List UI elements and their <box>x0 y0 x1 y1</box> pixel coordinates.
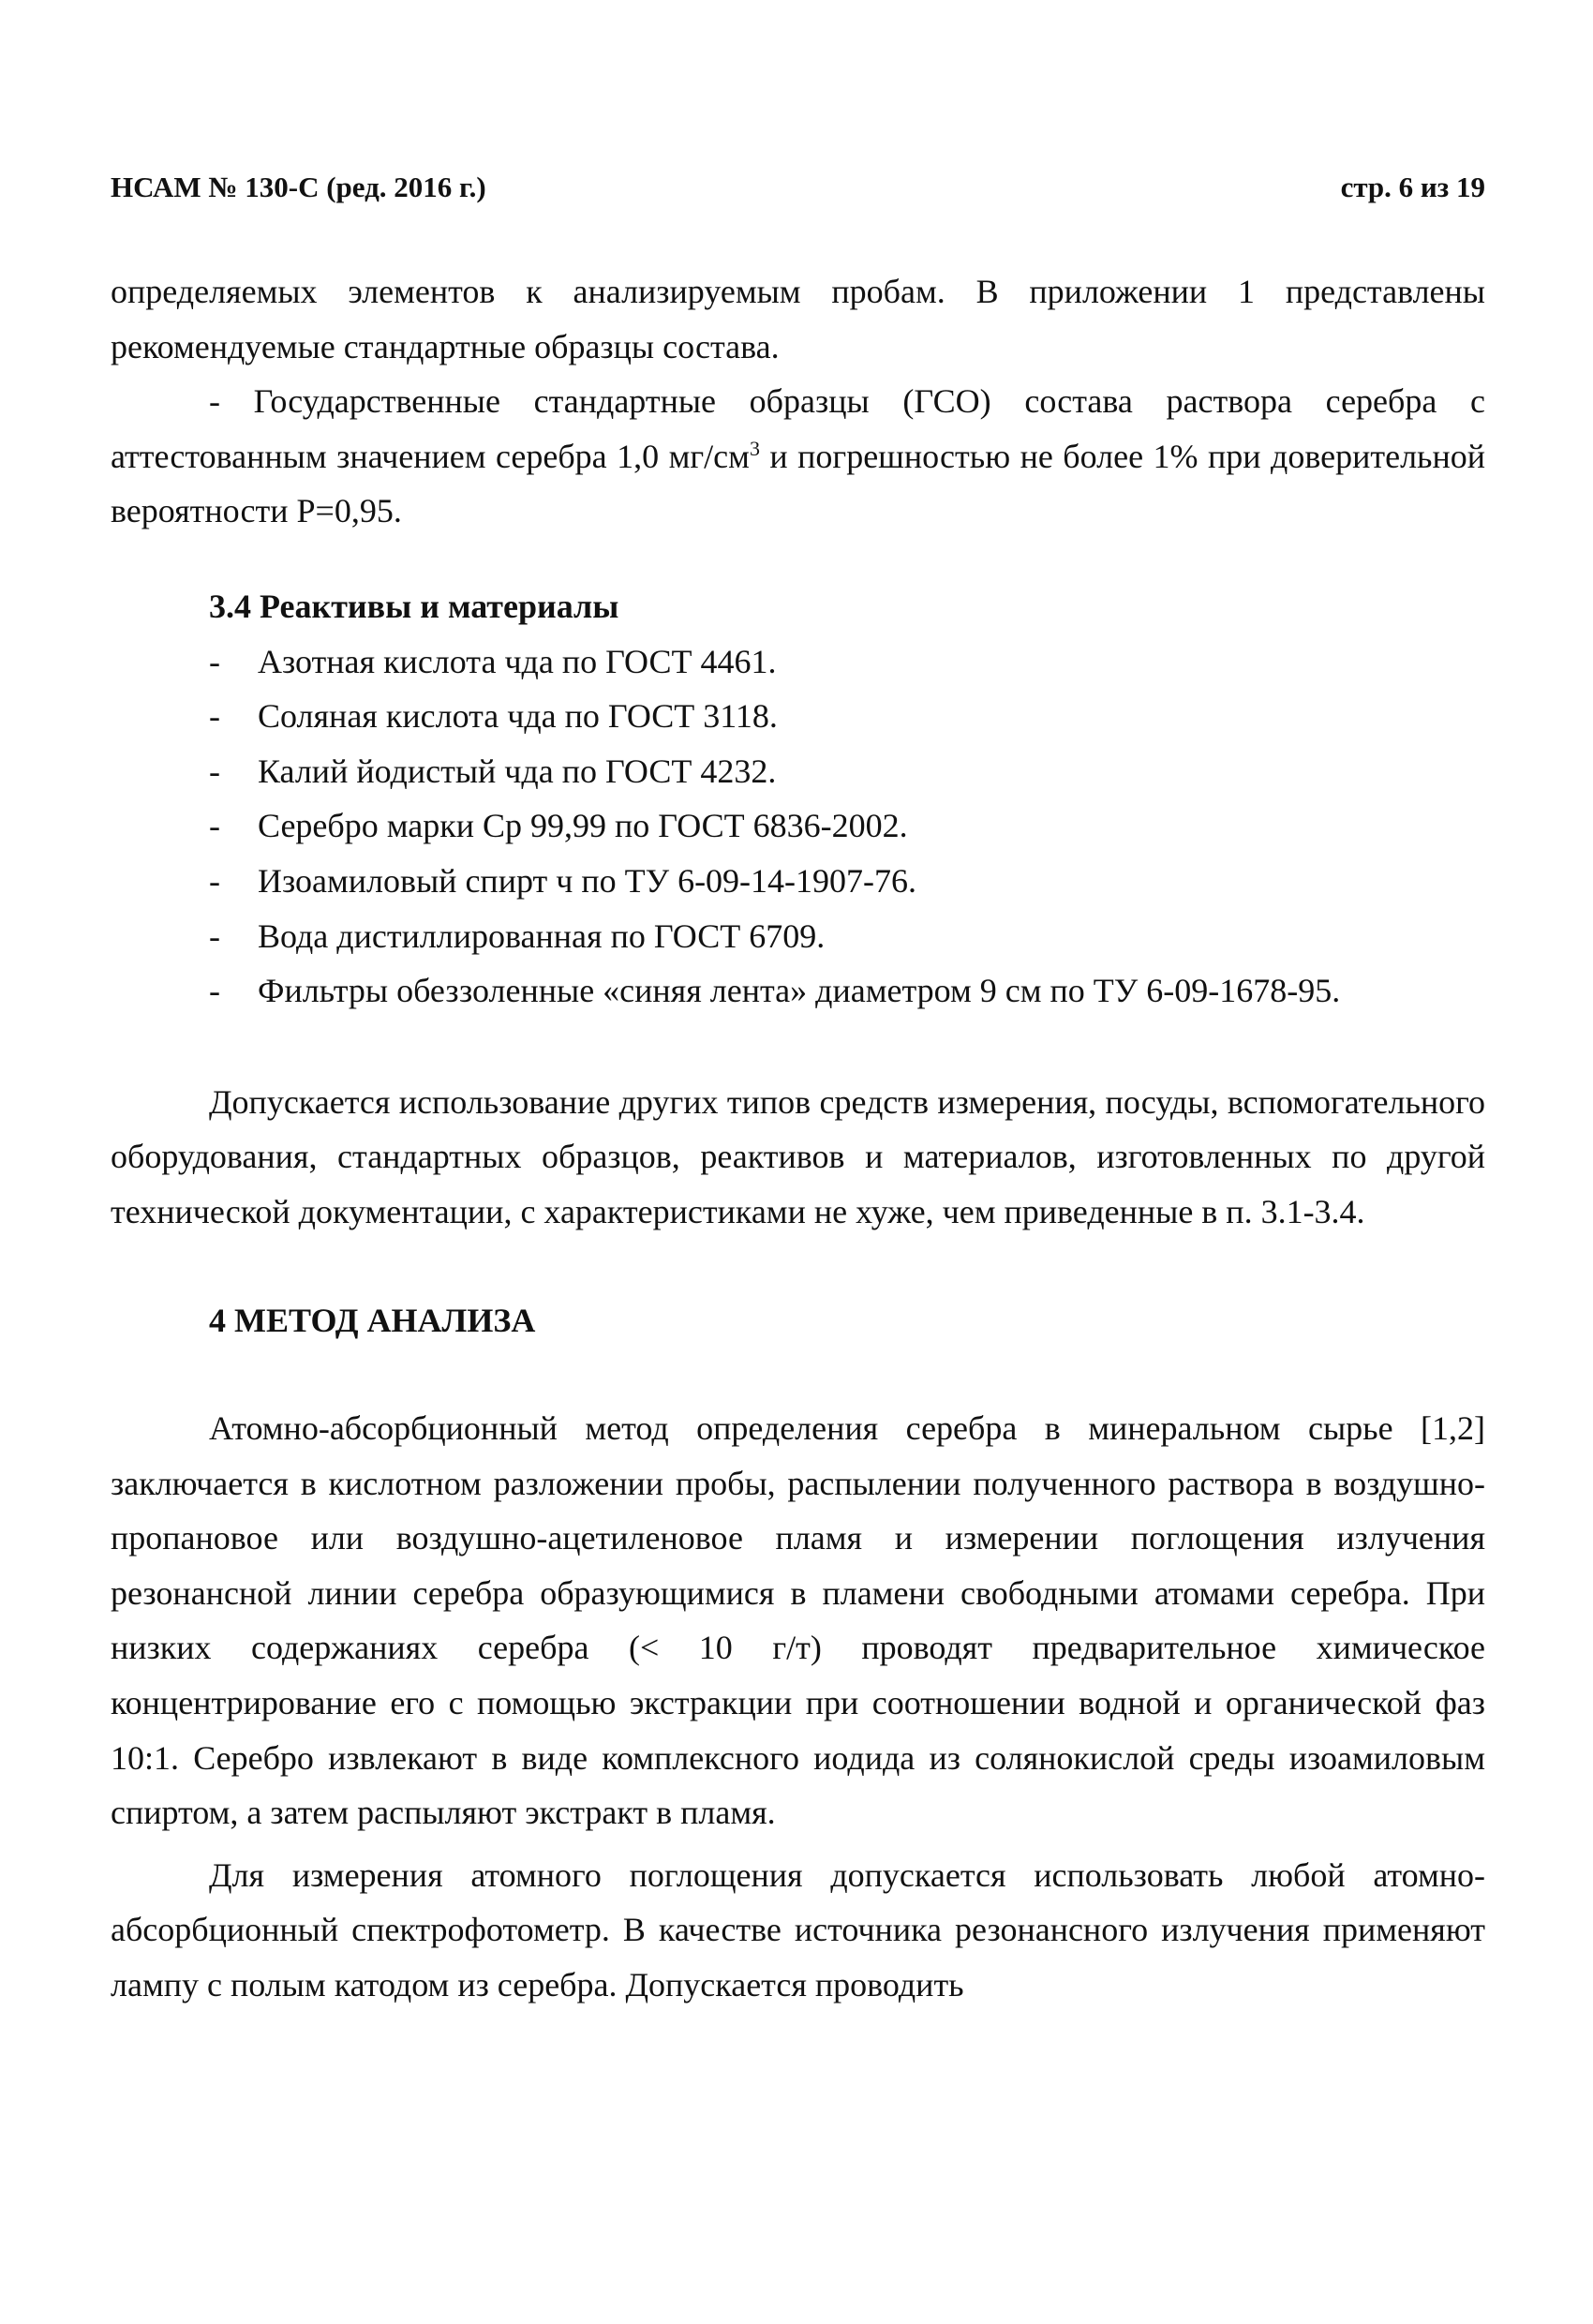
list-item <box>209 744 1485 799</box>
paragraph-allowed-alternatives: Допускается использование других типов средств измерения, посуды, вспомогательного оборудования, стандартных образцов, реактивов и материалов, изготовленных по другой технической документации, с характеристиками не хуже, чем приведенные в п. 3.1-3.4. <box>111 1082 1485 1230</box>
section-title-method: 4 МЕТОД АНАЛИЗА <box>209 1301 536 1339</box>
list-dash: - <box>209 916 220 955</box>
list-dash: - <box>209 697 220 736</box>
list-dash: - <box>209 807 220 845</box>
list-item <box>209 634 1485 690</box>
list-item-text: Вода дистиллированная по ГОСТ 6709. <box>258 916 826 955</box>
list-item-text: Калий йодистый чда по ГОСТ 4232. <box>258 752 777 790</box>
reagents-list <box>111 634 1485 1019</box>
list-item <box>209 798 1485 854</box>
document-id: НСАМ № 130-С (ред. 2016 г.) <box>111 171 486 203</box>
section-title-reagents: 3.4 Реактивы и материалы <box>209 587 619 625</box>
paragraph-spectrophotometer: Для измерения атомного поглощения допускается использовать любой атомно-абсорбционный спектрофотометр. В качестве источника резонансного излучения применяют лампу с полым катодом из серебра. Допускается проводить <box>111 1855 1485 2004</box>
list-item-text: Соляная кислота чда по ГОСТ 3118. <box>258 697 778 736</box>
list-item <box>209 854 1485 909</box>
superscript-3: 3 <box>749 436 760 460</box>
list-dash: - <box>209 752 220 790</box>
paragraph-method-description: Атомно-абсорбционный метод определения серебра в минеральном сырье [1,2] заключается в кислотном разложении пробы, распылении полученного раствора в воздушно-пропановое или воздушно-ацетиленовое пламя и измерении поглощения излучения резонансной линии серебра образующимися в пламени свободными атомами серебра. При низких содержаниях серебра (< 10 г/т) проводят предварительное химическое концентрирование его с помощью экстракции при соотношении водной и органической фаз 10:1. Серебро извлекают в виде комплексного иодида из солянокислой среды изоамиловым спиртом, а затем распыляют экстракт в пламя. <box>111 1409 1485 1832</box>
paragraph-gso <box>111 374 1485 539</box>
gso-text: - Государственные стандартные образцы (ГСО) состава раствора серебра с аттестованным значением серебра 1,0 мг/см <box>111 382 1485 475</box>
gso-text-end: и погрешностью не более 1% при доверительной вероятности P=0,95. <box>111 437 1485 530</box>
list-item <box>209 963 1485 1019</box>
list-item-text: Фильтры обеззоленные «синяя лента» диаметром 9 см по ТУ 6-09-1678-95. <box>258 972 1341 1010</box>
list-item <box>209 689 1485 744</box>
paragraph-standard-samples: определяемых элементов к анализируемым пробам. В приложении 1 представлены рекомендуемые стандартные образцы состава. <box>111 273 1485 365</box>
list-dash: - <box>209 861 220 900</box>
list-item-text: Азотная кислота чда по ГОСТ 4461. <box>258 642 777 680</box>
list-dash: - <box>209 642 220 680</box>
list-item-text: Серебро марки Ср 99,99 по ГОСТ 6836-2002. <box>258 807 908 845</box>
document-body <box>111 264 1485 2013</box>
page-header <box>111 171 1485 217</box>
page-number: стр. 6 из 19 <box>1340 171 1485 203</box>
list-item-text: Изоамиловый спирт ч по ТУ 6-09-14-1907-76. <box>258 861 917 900</box>
list-item <box>209 909 1485 964</box>
list-dash: - <box>209 972 220 1010</box>
